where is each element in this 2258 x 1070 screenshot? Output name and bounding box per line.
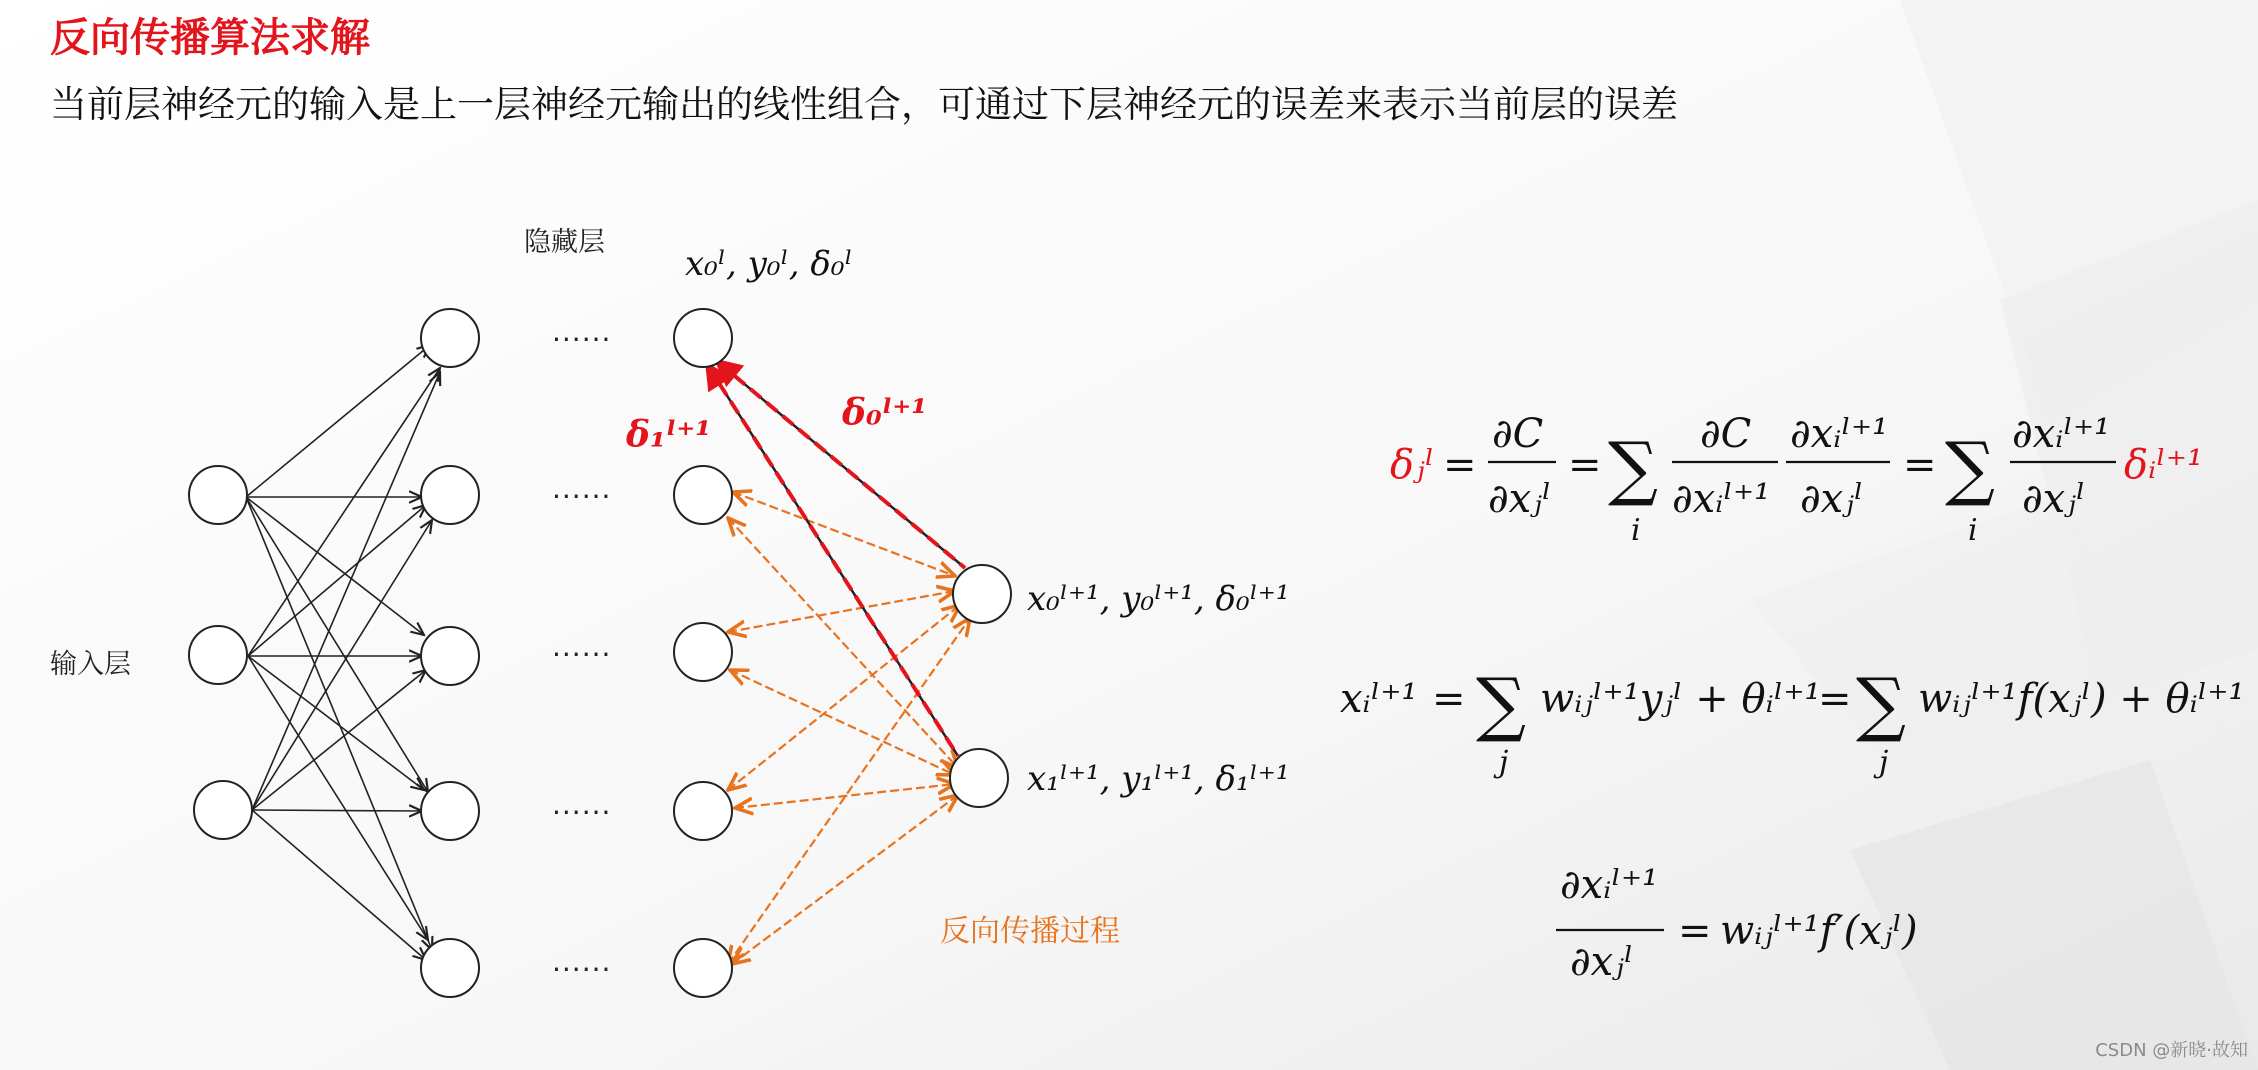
neuron1-next-label: x₁ˡ⁺¹, y₁ˡ⁺¹, δ₁ˡ⁺¹ [1027, 759, 1290, 799]
eq1-rhs-delta: δᵢˡ⁺¹ [2124, 442, 2203, 488]
eq1-frac1-num: ∂C [1492, 411, 1544, 457]
neuron0-next-label: x₀ˡ⁺¹, y₀ˡ⁺¹, δ₀ˡ⁺¹ [1027, 579, 1290, 619]
sum-index: i [1968, 513, 1978, 548]
sum-index: i [1631, 513, 1641, 548]
eq3-rhs: wᵢⱼˡ⁺¹f′(xⱼˡ) [1720, 908, 1918, 954]
eq1-frac4-den: ∂xⱼˡ [2022, 476, 2086, 522]
ellipsis: ...... [552, 472, 612, 505]
eq1-frac2-den: ∂xᵢˡ⁺¹ [1672, 476, 1771, 522]
ellipsis: ...... [552, 315, 612, 348]
hidden-layer-label: 隐藏层 [524, 227, 605, 258]
eq2-term2: wᵢⱼˡ⁺¹f(xⱼˡ) + θᵢˡ⁺¹ [1918, 676, 2245, 722]
eq2-equals: = [1818, 676, 1852, 722]
eq1-frac3-num: ∂xᵢˡ⁺¹ [1790, 411, 1889, 457]
sum-symbol: ∑ [1856, 663, 1906, 745]
sum-symbol: ∑ [1608, 427, 1658, 509]
eq2-term1: wᵢⱼˡ⁺¹yⱼˡ + θᵢˡ⁺¹ [1540, 676, 1821, 722]
eq1-equals: = [1443, 442, 1477, 488]
eq1-frac1-den: ∂xⱼˡ [1488, 476, 1552, 522]
backprop-caption: 反向传播过程 [940, 914, 1120, 949]
sum-index: j [1499, 745, 1509, 780]
delta1-next-label: δ₁ˡ⁺¹ [626, 414, 712, 456]
input-layer-label: 输入层 [50, 649, 131, 680]
eq1-frac4-num: ∂xᵢˡ⁺¹ [2012, 411, 2111, 457]
delta0-next-label: δ₀ˡ⁺¹ [842, 392, 928, 434]
eq1-equals: = [1903, 442, 1937, 488]
ellipsis: ...... [552, 945, 612, 978]
ellipsis: ...... [552, 630, 612, 663]
eq3-num: ∂xᵢˡ⁺¹ [1560, 862, 1659, 908]
eq3-equals: = [1678, 908, 1712, 954]
page-subtitle: 当前层神经元的输入是上一层神经元输出的线性组合，可通过下层神经元的误差来表示当前层的误差 [50, 83, 1678, 126]
eq2-lhs: xᵢˡ⁺¹ [1340, 676, 1418, 722]
eq1-equals: = [1568, 442, 1602, 488]
eq3-den: ∂xⱼˡ [1570, 939, 1634, 985]
eq1-frac2-num: ∂C [1700, 411, 1752, 457]
sum-symbol: ∑ [1945, 427, 1995, 509]
equation-3 [1556, 862, 1918, 985]
eq2-equals: = [1432, 676, 1466, 722]
eq1-frac3-den: ∂xⱼˡ [1800, 476, 1864, 522]
watermark: CSDN @新晓·故知 [2095, 1040, 2248, 1061]
ellipsis: ...... [552, 788, 612, 821]
equation-2 [1340, 663, 2244, 780]
neuron0-l-label: x₀ˡ, y₀ˡ, δ₀ˡ [685, 244, 853, 284]
eq1-lhs: δⱼˡ [1390, 442, 1435, 488]
sum-index: j [1879, 745, 1889, 780]
page-title: 反向传播算法求解 [50, 15, 370, 61]
sum-symbol: ∑ [1476, 663, 1526, 745]
equation-1 [1390, 411, 2203, 548]
